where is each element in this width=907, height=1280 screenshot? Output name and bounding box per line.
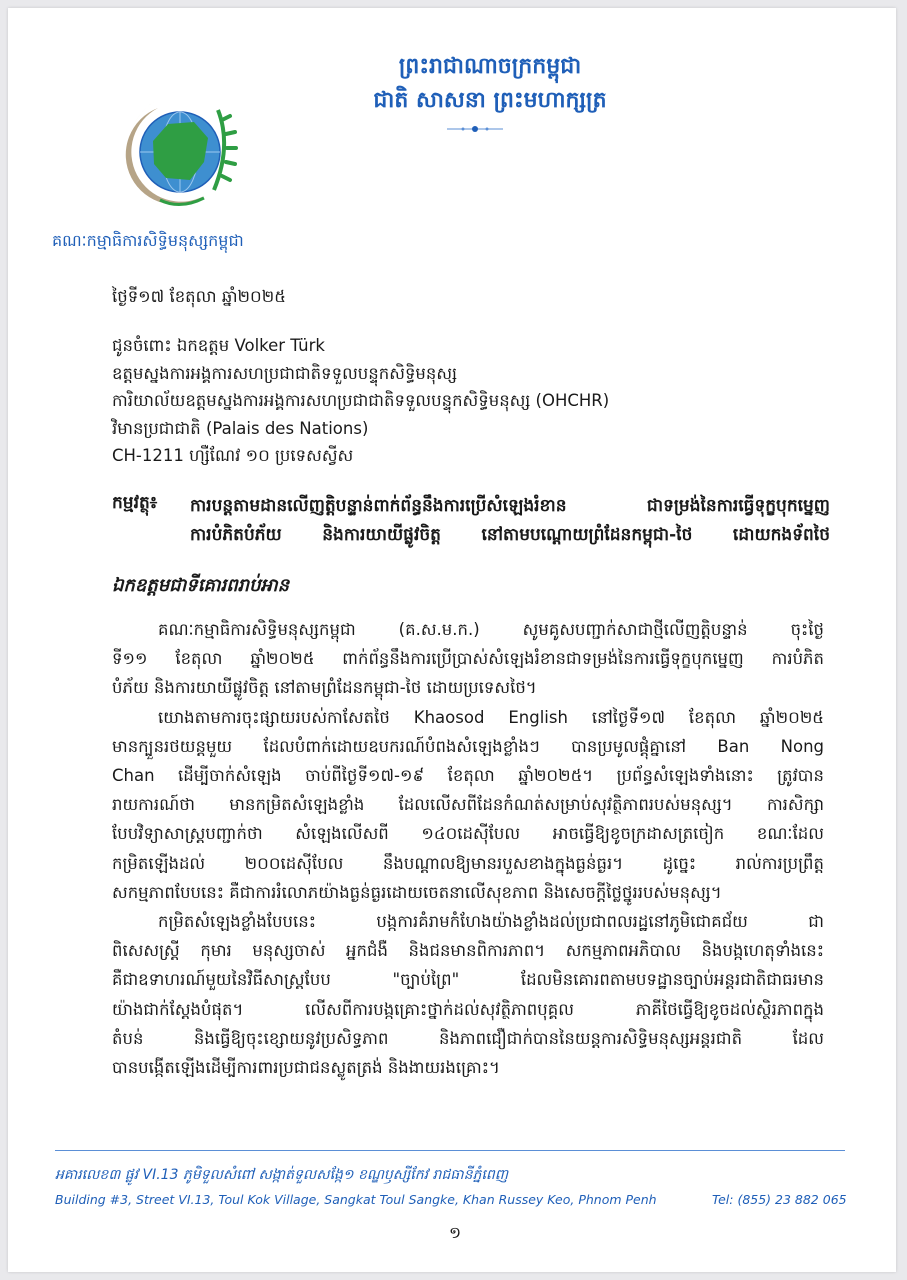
body-line: គឺជាឧទាហរណ៍មួយនៃវិធីសាស្ត្របែប "ច្បាប់ព្រៃ" ដែលមិនគោរពតាមបទដ្ឋានច្បាប់អន្តរជាតិជាធរមាន xyxy=(112,970,824,990)
paragraph-1 xyxy=(112,615,824,703)
committee-logo-icon xyxy=(98,86,248,226)
date-text: ថ្ងៃទី១៧ ខែតុលា ឆ្នាំ២០២៥ xyxy=(112,287,286,306)
divider-ornament-icon xyxy=(445,124,505,134)
recipient-line: វិមានប្រជាជាតិ (Palais des Nations) xyxy=(112,418,369,438)
salutation xyxy=(112,572,824,600)
body-line: ទី១១ ខែតុលា ឆ្នាំ២០២៥ ពាក់ព័ន្ធនឹងការប្រើប្រាស់សំឡេងរំខានជាទម្រង់នៃការធ្វើទុក្ខបុកម្នេញ ការបំភិត xyxy=(112,649,824,669)
kingdom-motto xyxy=(340,50,640,118)
body-line: រាយការណ៍ថា មានកម្រិតសំឡេងខ្លាំង ដែលលើសពីដែនកំណត់សម្រាប់សុវត្ថិភាពរបស់មនុស្ស។ ការសិក្សា xyxy=(112,795,824,815)
paragraph-2 xyxy=(112,703,824,907)
recipient-line: ជូនចំពោះ ឯកឧត្តម Volker Türk xyxy=(112,336,325,355)
recipient-block xyxy=(112,332,824,470)
footer-telephone: Tel: (855) 23 882 065 xyxy=(712,1192,847,1207)
letter-body xyxy=(112,615,824,1082)
page-number: ១ xyxy=(448,1223,462,1242)
body-line: យ៉ាងជាក់ស្តែងបំផុត។ លើសពីការបង្កគ្រោះថ្នាក់ដល់សុវត្ថិភាពបុគ្គល ភាគីថៃធ្វើឱ្យខូចដល់ស្ថិរភាពក្នុង xyxy=(112,999,824,1019)
body-line: យោងតាមការចុះផ្សាយរបស់កាសែតថៃ Khaosod English នៅថ្ងៃទី១៧ ខែតុលា ឆ្នាំ២០២៥ xyxy=(158,707,824,727)
body-line: មានក្បួនរថយន្តមួយ ដែលបំពាក់ដោយឧបករណ៍បំពងសំឡេងខ្លាំងៗ បានប្រមូលផ្តុំគ្នានៅ Ban Nong xyxy=(112,736,824,756)
body-line: កម្រិតឡើងដល់ ២០០ដេស៊ីបែល នឹងបណ្តាលឱ្យមានរបួសខាងក្នុងធ្ងន់ធ្ងរ។ ដូច្នេះ រាល់ការប្រព្រឹត្ត xyxy=(112,853,824,873)
subject-line: ការបំភិតបំភ័យ និងការយាយីផ្លូវចិត្ត នៅតាមបណ្តោយព្រំដែនកម្ពុជា-ថៃ ដោយកងទ័ពថៃ xyxy=(190,525,830,545)
body-line: តំបន់ និងធ្វើឱ្យចុះខ្សោយនូវប្រសិទ្ធភាព និងភាពជឿជាក់បាននៃយន្តការសិទ្ធិមនុស្សអន្តរជាតិ ដែល xyxy=(112,1028,824,1048)
body-line: កម្រិតសំឡេងខ្លាំងបែបនេះ បង្កការគំរាមកំហែងយ៉ាងខ្លាំងដល់ប្រជាពលរដ្ឋនៅភូមិជោគជ័យ ជា xyxy=(158,912,824,932)
letter-date xyxy=(112,283,824,311)
footer-divider xyxy=(55,1150,845,1151)
kingdom-title: ព្រះរាជាណាចក្រកម្ពុជា xyxy=(398,54,582,79)
body-line: ពិសេសស្ត្រី កុមារ មនុស្សចាស់ អ្នកជំងឺ និងជនមានពិការភាព។ សកម្មភាពអភិបាល និងបង្កហេតុទាំងនេះ xyxy=(112,941,824,961)
subject-line: ការបន្តតាមដានលើញត្តិបន្ទាន់ពាក់ព័ន្ធនឹងការប្រើសំឡេងរំខាន ជាទម្រង់នៃការធ្វើទុក្ខបុកម្នេញ xyxy=(190,496,830,516)
recipient-line: CH-1211 ហ្សឺណែវ ១០ ប្រទេសស្វីស xyxy=(112,446,354,465)
nation-religion-king: ជាតិ សាសនា ព្រះមហាក្សត្រ xyxy=(373,88,607,113)
recipient-line: ការិយាល័យឧត្តមស្នងការអង្គការសហប្រជាជាតិទទួលបន្ទុកសិទ្ធិមនុស្ស (OHCHR) xyxy=(112,391,610,410)
salutation-text: ឯកឧត្តមជាទីគោរពរាប់អាន xyxy=(112,575,290,596)
subject-label: កម្មវត្ថុ៖ xyxy=(112,493,158,513)
body-line: Chan ដើម្បីចាក់សំឡេង ចាប់ពីថ្ងៃទី១៧-១៩ ខែតុលា ឆ្នាំ២០២៥។ ប្រព័ន្ធសំឡេងទាំងនោះ ត្រូវបាន xyxy=(112,766,824,786)
body-line: គណៈកម្មាធិការសិទ្ធិមនុស្សកម្ពុជា (គ.ស.ម.ក.) សូមគូសបញ្ជាក់សាជាថ្មីលើញត្តិបន្ទាន់ ចុះថ្ងៃ xyxy=(158,620,824,639)
footer-address-english: Building #3, Street VI.13, Toul Kok Village, Sangkat Toul Sangke, Khan Russey Keo, Phnom Penh xyxy=(55,1192,657,1207)
body-line: សកម្មភាពបែបនេះ គឺជាការរំលោភយ៉ាងធ្ងន់ធ្ងរដោយចេតនាលើសុខភាព និងសេចក្តីថ្លៃថ្នូររបស់មនុស្ស។ xyxy=(112,882,722,902)
footer-address-khmer: អគារលេខ៣ ផ្លូវ VI.13 ភូមិទួលសំពៅ សង្កាត់ទួលសង្កែ១ ខណ្ឌឫស្សីកែវ រាជធានីភ្នំពេញ xyxy=(55,1167,509,1183)
recipient-line: ឧត្តមស្នងការអង្គការសហប្រជាជាតិទទួលបន្ទុកសិទ្ធិមនុស្ស xyxy=(112,363,457,383)
body-line: បែបវិទ្យាសាស្ត្របញ្ជាក់ថា សំឡេងលើសពី ១៤០ដេស៊ីបែល អាចធ្វើឱ្យខូចក្រដាសត្រចៀក ខណៈដែល xyxy=(112,824,824,844)
body-line: បានបង្កើតឡើងដើម្បីការពារប្រជាជនស្លូតត្រង់ និងងាយរងគ្រោះ។ xyxy=(112,1058,500,1078)
body-line: បំភ័យ និងការយាយីផ្លូវចិត្ត នៅតាមព្រំដែនកម្ពុជា-ថៃ ដោយប្រទេសថៃ។ xyxy=(112,678,537,698)
paragraph-3 xyxy=(112,907,824,1082)
organization-name: គណៈកម្មាធិការសិទ្ធិមនុស្សកម្ពុជា xyxy=(52,231,244,250)
